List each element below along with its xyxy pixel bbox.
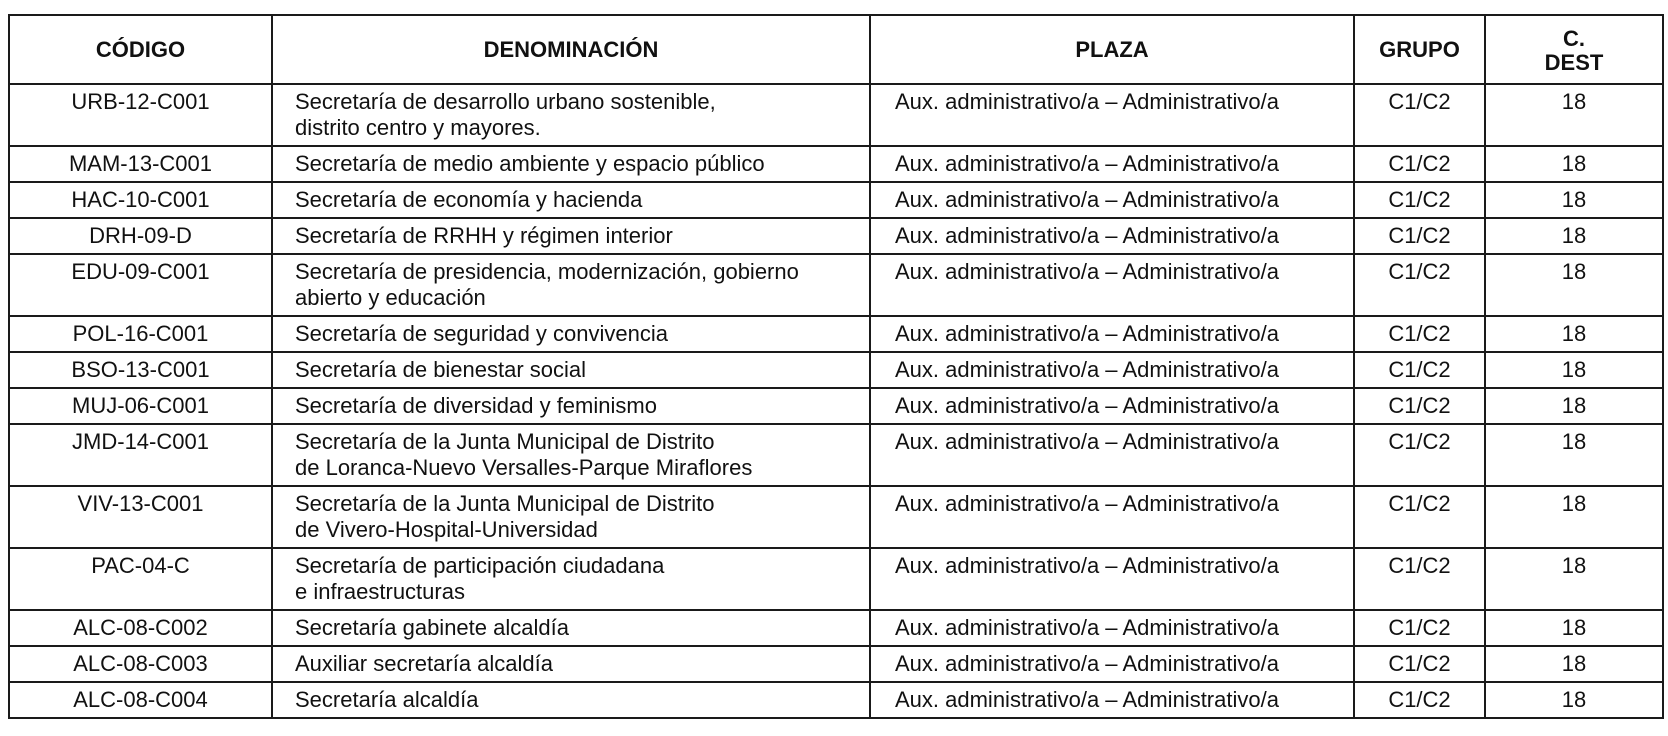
header-denominacion: DENOMINACIÓN [272, 15, 870, 84]
cdest-cell: 18 [1485, 646, 1663, 682]
grupo-cell: C1/C2 [1354, 548, 1485, 610]
table-row [9, 146, 1663, 182]
codigo-cell: ALC-08-C004 [9, 682, 272, 718]
denominacion-cell: Auxiliar secretaría alcaldía [272, 646, 870, 682]
cdest-cell: 18 [1485, 486, 1663, 548]
grupo-cell: C1/C2 [1354, 388, 1485, 424]
cdest-cell: 18 [1485, 84, 1663, 146]
plaza-cell: Aux. administrativo/a – Administrativo/a [870, 610, 1354, 646]
grupo-cell: C1/C2 [1354, 254, 1485, 316]
header-codigo: CÓDIGO [9, 15, 272, 84]
table-row [9, 610, 1663, 646]
table-row [9, 646, 1663, 682]
denominacion-cell: Secretaría alcaldía [272, 682, 870, 718]
codigo-cell: MAM-13-C001 [9, 146, 272, 182]
codigo-cell: BSO-13-C001 [9, 352, 272, 388]
table-row [9, 388, 1663, 424]
plaza-cell: Aux. administrativo/a – Administrativo/a [870, 254, 1354, 316]
denominacion-cell: Secretaría gabinete alcaldía [272, 610, 870, 646]
plaza-cell: Aux. administrativo/a – Administrativo/a [870, 218, 1354, 254]
positions-table [8, 14, 1664, 719]
grupo-cell: C1/C2 [1354, 682, 1485, 718]
cdest-cell: 18 [1485, 352, 1663, 388]
grupo-cell: C1/C2 [1354, 610, 1485, 646]
grupo-cell: C1/C2 [1354, 424, 1485, 486]
grupo-cell: C1/C2 [1354, 646, 1485, 682]
codigo-cell: ALC-08-C003 [9, 646, 272, 682]
table-row [9, 84, 1663, 146]
header-cdest [1485, 15, 1663, 84]
plaza-cell: Aux. administrativo/a – Administrativo/a [870, 486, 1354, 548]
denominacion-cell: Secretaría de medio ambiente y espacio público [272, 146, 870, 182]
plaza-cell: Aux. administrativo/a – Administrativo/a [870, 388, 1354, 424]
grupo-cell: C1/C2 [1354, 146, 1485, 182]
header-plaza: PLAZA [870, 15, 1354, 84]
header-row [9, 15, 1663, 84]
cdest-cell: 18 [1485, 182, 1663, 218]
cdest-cell: 18 [1485, 218, 1663, 254]
plaza-cell: Aux. administrativo/a – Administrativo/a [870, 316, 1354, 352]
codigo-cell: POL-16-C001 [9, 316, 272, 352]
codigo-cell: PAC-04-C [9, 548, 272, 610]
denominacion-cell: Secretaría de la Junta Municipal de Distrito de Loranca-Nuevo Versalles-Parque Miraflores [272, 424, 870, 486]
table-row [9, 352, 1663, 388]
grupo-cell: C1/C2 [1354, 316, 1485, 352]
plaza-cell: Aux. administrativo/a – Administrativo/a [870, 646, 1354, 682]
header-grupo: GRUPO [1354, 15, 1485, 84]
cdest-cell: 18 [1485, 388, 1663, 424]
table-row [9, 424, 1663, 486]
cdest-cell: 18 [1485, 682, 1663, 718]
table-row [9, 254, 1663, 316]
cdest-cell: 18 [1485, 316, 1663, 352]
cdest-cell: 18 [1485, 254, 1663, 316]
denominacion-cell: Secretaría de diversidad y feminismo [272, 388, 870, 424]
table-row [9, 486, 1663, 548]
table-row [9, 682, 1663, 718]
denominacion-cell: Secretaría de presidencia, modernización, gobierno abierto y educación [272, 254, 870, 316]
codigo-cell: ALC-08-C002 [9, 610, 272, 646]
plaza-cell: Aux. administrativo/a – Administrativo/a [870, 84, 1354, 146]
denominacion-cell: Secretaría de RRHH y régimen interior [272, 218, 870, 254]
plaza-cell: Aux. administrativo/a – Administrativo/a [870, 548, 1354, 610]
grupo-cell: C1/C2 [1354, 84, 1485, 146]
cdest-cell: 18 [1485, 548, 1663, 610]
grupo-cell: C1/C2 [1354, 352, 1485, 388]
table-row [9, 182, 1663, 218]
denominacion-cell: Secretaría de desarrollo urbano sostenible, distrito centro y mayores. [272, 84, 870, 146]
denominacion-cell: Secretaría de participación ciudadana e infraestructuras [272, 548, 870, 610]
codigo-cell: DRH-09-D [9, 218, 272, 254]
codigo-cell: JMD-14-C001 [9, 424, 272, 486]
table-row [9, 548, 1663, 610]
codigo-cell: MUJ-06-C001 [9, 388, 272, 424]
plaza-cell: Aux. administrativo/a – Administrativo/a [870, 424, 1354, 486]
codigo-cell: URB-12-C001 [9, 84, 272, 146]
cdest-cell: 18 [1485, 146, 1663, 182]
cdest-cell: 18 [1485, 424, 1663, 486]
codigo-cell: EDU-09-C001 [9, 254, 272, 316]
grupo-cell: C1/C2 [1354, 486, 1485, 548]
plaza-cell: Aux. administrativo/a – Administrativo/a [870, 682, 1354, 718]
codigo-cell: HAC-10-C001 [9, 182, 272, 218]
plaza-cell: Aux. administrativo/a – Administrativo/a [870, 352, 1354, 388]
denominacion-cell: Secretaría de bienestar social [272, 352, 870, 388]
grupo-cell: C1/C2 [1354, 218, 1485, 254]
header-cdest-line2: DEST [1544, 50, 1604, 75]
table-row [9, 218, 1663, 254]
codigo-cell: VIV-13-C001 [9, 486, 272, 548]
denominacion-cell: Secretaría de economía y hacienda [272, 182, 870, 218]
plaza-cell: Aux. administrativo/a – Administrativo/a [870, 146, 1354, 182]
grupo-cell: C1/C2 [1354, 182, 1485, 218]
cdest-cell: 18 [1485, 610, 1663, 646]
denominacion-cell: Secretaría de seguridad y convivencia [272, 316, 870, 352]
plaza-cell: Aux. administrativo/a – Administrativo/a [870, 182, 1354, 218]
header-cdest-line1: C. [1563, 26, 1585, 51]
denominacion-cell: Secretaría de la Junta Municipal de Distrito de Vivero-Hospital-Universidad [272, 486, 870, 548]
table-row [9, 316, 1663, 352]
